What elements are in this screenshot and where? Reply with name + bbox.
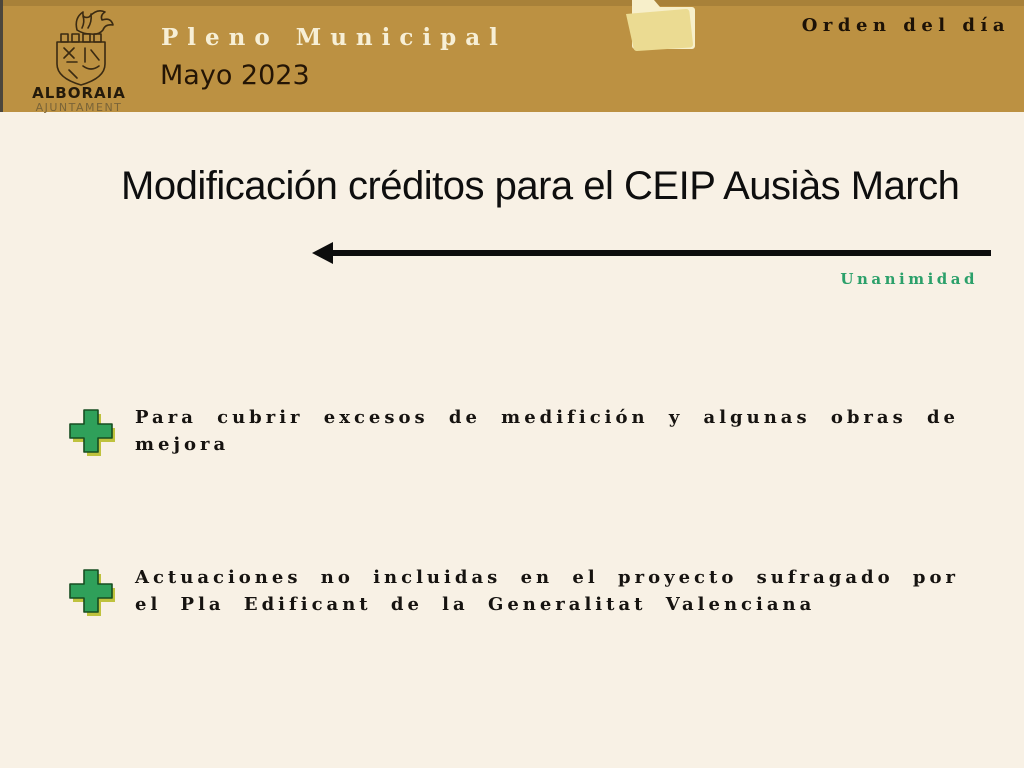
municipality-logo (25, 4, 133, 116)
vote-result-label: Unanimidad (840, 270, 978, 288)
orden-del-dia-button[interactable] (802, 15, 1010, 55)
header-bar (0, 0, 1024, 112)
header-title: Pleno Municipal (161, 24, 507, 51)
coat-of-arms-icon (25, 4, 133, 86)
logo-name: ALBORAIA (32, 84, 126, 102)
open-folder-icon (624, 0, 710, 52)
orden-del-dia-label: Orden del día (801, 15, 1010, 36)
plus-icon (64, 564, 120, 620)
bullet-text: Actuaciones no incluidas en el proyecto sufragado por el Pla Edificant de la Generalitat Valenciana (135, 567, 959, 615)
header-subtitle: Mayo 2023 (160, 60, 310, 91)
logo-subtitle: AJUNTAMENT (35, 101, 123, 114)
arrow-shaft (326, 250, 991, 256)
bullet-text: Para cubrir excesos de medifición y algunas obras de mejora (135, 407, 959, 455)
slide-title: Modificación créditos para el CEIP Ausiàs March (121, 164, 960, 208)
left-arrow-line (312, 240, 991, 266)
plus-icon (64, 404, 120, 460)
